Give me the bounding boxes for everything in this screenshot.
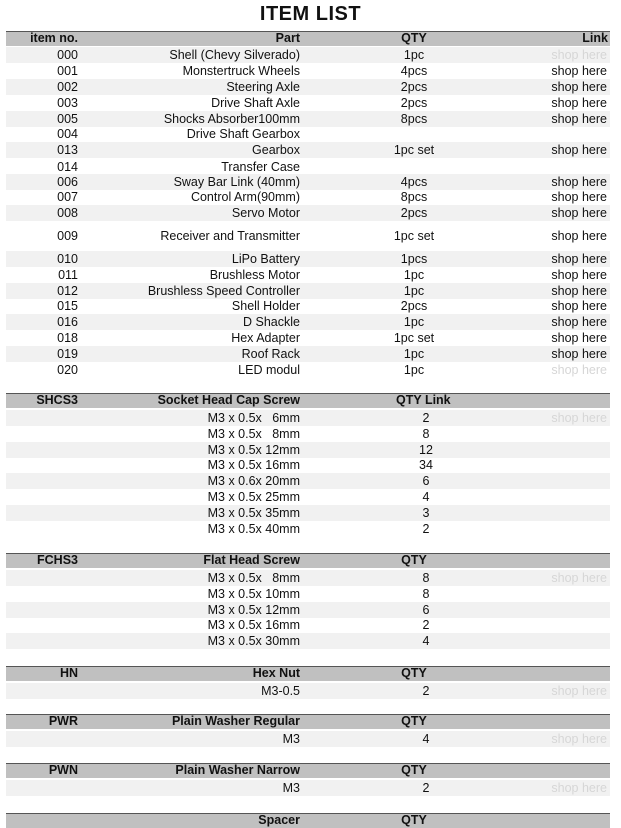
part-qty: 4pcs: [400, 64, 428, 78]
shop-link[interactable]: shop here: [551, 268, 607, 282]
hardware-row: [6, 683, 610, 699]
hardware-qty: 8: [422, 426, 430, 441]
table-row: [6, 159, 610, 175]
part-qty: 1pc set: [393, 229, 435, 243]
hardware-qty: 8: [422, 571, 430, 585]
group-header: [6, 763, 610, 778]
hardware-size: M3 x 0.5x 25mm: [207, 490, 300, 504]
shop-link[interactable]: shop here: [551, 315, 607, 329]
item-number: 006: [57, 175, 78, 189]
shop-link[interactable]: shop here: [551, 331, 607, 345]
table-row: [6, 95, 610, 111]
table-row: [6, 126, 610, 142]
item-number: 014: [57, 160, 78, 174]
part-qty: 1pc: [403, 284, 425, 298]
hardware-size: M3 x 0.5x 12mm: [207, 442, 300, 457]
shop-link[interactable]: shop here: [551, 96, 607, 110]
group-qty-label: QTY Link: [396, 393, 451, 407]
hardware-size: M3 x 0.5x 12mm: [207, 602, 300, 617]
item-number: 012: [57, 284, 78, 298]
group-header: [6, 393, 610, 408]
hardware-size: M3 x 0.5x 16mm: [207, 458, 300, 473]
hardware-row: [6, 457, 610, 473]
part-qty: 1pc set: [393, 331, 435, 345]
hardware-qty: 3: [422, 505, 430, 520]
table-row: [6, 174, 610, 190]
part-qty: 8pcs: [400, 190, 428, 204]
table-row: [6, 205, 610, 221]
shop-link[interactable]: shop here: [551, 684, 607, 698]
part-qty: 8pcs: [400, 112, 428, 126]
shop-link[interactable]: shop here: [551, 299, 607, 313]
hardware-row: [6, 602, 610, 618]
part-qty: 2pcs: [400, 206, 428, 220]
item-number: 011: [58, 268, 78, 282]
shop-link[interactable]: shop here: [551, 781, 607, 795]
hardware-qty: 8: [422, 586, 430, 601]
part-qty: 1pc set: [393, 143, 435, 157]
hardware-row: [6, 410, 610, 426]
sheet-title: ITEM LIST: [259, 3, 362, 25]
group-header: [6, 813, 610, 828]
header-part: Part: [275, 31, 300, 45]
group-header: [6, 553, 610, 568]
item-number: 015: [57, 299, 78, 313]
table-row: [6, 142, 610, 158]
part-name: Drive Shaft Gearbox: [186, 127, 300, 141]
shop-link[interactable]: shop here: [551, 206, 607, 220]
group-name: Spacer: [258, 813, 300, 827]
item-number: 002: [57, 80, 78, 94]
shop-link[interactable]: shop here: [551, 190, 607, 204]
group-qty-label: QTY: [401, 813, 427, 827]
hardware-size: M3 x 0.5x 10mm: [207, 586, 300, 601]
item-number: 018: [57, 331, 78, 345]
hardware-row: [6, 505, 610, 521]
shop-link[interactable]: shop here: [551, 48, 607, 62]
part-name: Drive Shaft Axle: [211, 96, 300, 110]
table-row: [6, 251, 610, 267]
hardware-size: M3 x 0.5x 8mm: [207, 426, 300, 441]
group-name: Socket Head Cap Screw: [157, 393, 300, 407]
hardware-size: M3 x 0.5x 6mm: [207, 411, 300, 425]
table-header: [6, 31, 610, 46]
shop-link[interactable]: shop here: [551, 284, 607, 298]
part-name: Control Arm(90mm): [190, 190, 300, 204]
part-name: Sway Bar Link (40mm): [173, 175, 300, 189]
part-qty: 4pcs: [400, 175, 428, 189]
part-qty: 2pcs: [400, 80, 428, 94]
hardware-row: [6, 586, 610, 602]
group-qty-label: QTY: [401, 714, 427, 728]
part-name: LiPo Battery: [231, 252, 300, 266]
part-qty: 1pc: [403, 268, 425, 282]
hardware-row: [6, 780, 610, 796]
item-number: 013: [57, 143, 78, 157]
item-number: 000: [57, 48, 78, 62]
shop-link[interactable]: shop here: [551, 252, 607, 266]
hardware-row: [6, 489, 610, 505]
table-row: [6, 111, 610, 127]
table-row: [6, 346, 610, 362]
header-link: Link: [582, 31, 608, 45]
part-name: Brushless Speed Controller: [147, 284, 300, 298]
hardware-qty: 4: [422, 732, 430, 746]
hardware-row: [6, 442, 610, 458]
hardware-row: [6, 570, 610, 586]
item-number: 004: [57, 127, 78, 141]
group-code: HN: [59, 666, 78, 680]
group-header: [6, 714, 610, 729]
table-row: [6, 189, 610, 205]
table-row: [6, 314, 610, 330]
hardware-size: M3 x 0.6x 20mm: [207, 474, 300, 489]
shop-link[interactable]: shop here: [551, 229, 607, 243]
part-qty: 2pcs: [400, 299, 428, 313]
group-code: SHCS3: [36, 393, 78, 407]
hardware-qty: 2: [422, 684, 430, 698]
group-name: Plain Washer Narrow: [175, 763, 300, 777]
group-name: Plain Washer Regular: [171, 714, 300, 728]
part-qty: 1pc: [403, 363, 425, 377]
hardware-row: [6, 473, 610, 489]
hardware-size: M3 x 0.5x 40mm: [207, 521, 300, 536]
item-number: 020: [57, 363, 78, 377]
hardware-qty: 2: [422, 781, 430, 795]
item-number: 003: [57, 96, 78, 110]
item-number: 008: [57, 206, 78, 220]
item-number: 001: [57, 64, 78, 78]
shop-link[interactable]: shop here: [551, 347, 607, 361]
shop-link[interactable]: shop here: [551, 411, 607, 425]
shop-link[interactable]: shop here: [551, 112, 607, 126]
hardware-qty: 2: [422, 411, 430, 425]
table-row: [6, 330, 610, 346]
table-row: [6, 228, 610, 244]
hardware-qty: 2: [422, 521, 430, 536]
item-number: 009: [57, 229, 78, 243]
hardware-qty: 34: [419, 458, 433, 473]
part-qty: 1pc: [403, 347, 425, 361]
header-qty: QTY: [401, 31, 427, 45]
part-name: Gearbox: [252, 143, 300, 157]
part-name: Brushless Motor: [209, 268, 300, 282]
table-row: [6, 267, 610, 283]
shop-link[interactable]: shop here: [551, 732, 607, 746]
part-name: Shocks Absorber100mm: [163, 112, 300, 126]
hardware-row: [6, 731, 610, 747]
item-number: 019: [57, 347, 78, 361]
hardware-size: M3: [282, 781, 300, 795]
item-number: 010: [57, 252, 78, 266]
part-qty: 1pc: [403, 315, 425, 329]
hardware-row: [6, 633, 610, 649]
part-name: Transfer Case: [221, 160, 300, 174]
group-header: [6, 666, 610, 681]
part-name: LED modul: [238, 363, 300, 377]
header-item-no: item no.: [30, 31, 78, 45]
part-name: Roof Rack: [241, 347, 300, 361]
part-qty: 2pcs: [400, 96, 428, 110]
item-number: 007: [57, 190, 78, 204]
table-row: [6, 283, 610, 299]
hardware-row: [6, 617, 610, 633]
part-qty: 1pcs: [400, 252, 428, 266]
shop-link[interactable]: shop here: [551, 80, 607, 94]
hardware-qty: 4: [422, 490, 430, 504]
hardware-size: M3: [282, 732, 300, 746]
part-name: D Shackle: [243, 315, 300, 329]
part-qty: 1pc: [403, 48, 425, 62]
hardware-size: M3 x 0.5x 16mm: [207, 618, 300, 633]
hardware-qty: 6: [422, 602, 430, 617]
shop-link[interactable]: shop here: [551, 571, 607, 585]
hardware-row: [6, 426, 610, 442]
group-name: Hex Nut: [252, 666, 300, 680]
shop-link[interactable]: shop here: [551, 64, 607, 78]
part-name: Servo Motor: [231, 206, 300, 220]
hardware-size: M3-0.5: [261, 684, 300, 698]
group-qty-label: QTY: [401, 666, 427, 680]
table-row: [6, 63, 610, 79]
hardware-size: M3 x 0.5x 35mm: [207, 505, 300, 520]
table-row: [6, 79, 610, 95]
group-code: PWR: [48, 714, 78, 728]
group-qty-label: QTY: [401, 763, 427, 777]
group-qty-label: QTY: [401, 553, 427, 567]
group-name: Flat Head Screw: [203, 553, 300, 567]
hardware-size: M3 x 0.5x 8mm: [207, 571, 300, 585]
group-code: PWN: [48, 763, 78, 777]
hardware-row: [6, 521, 610, 537]
hardware-qty: 6: [422, 474, 430, 489]
part-name: Shell Holder: [231, 299, 300, 313]
group-code: FCHS3: [37, 553, 78, 567]
hardware-qty: 2: [422, 618, 430, 633]
item-number: 005: [57, 112, 78, 126]
shop-link[interactable]: shop here: [551, 175, 607, 189]
shop-link[interactable]: shop here: [551, 363, 607, 377]
hardware-qty: 4: [422, 634, 430, 649]
part-name: Shell (Chevy Silverado): [169, 48, 300, 62]
shop-link[interactable]: shop here: [551, 143, 607, 157]
part-name: Receiver and Transmitter: [160, 229, 300, 243]
part-name: Hex Adapter: [231, 331, 300, 345]
part-name: Monstertruck Wheels: [182, 64, 300, 78]
table-row: [6, 362, 610, 378]
table-row: [6, 298, 610, 314]
part-name: Steering Axle: [226, 80, 300, 94]
hardware-size: M3 x 0.5x 30mm: [207, 634, 300, 649]
table-row: [6, 47, 610, 63]
item-number: 016: [57, 315, 78, 329]
hardware-qty: 12: [419, 442, 433, 457]
